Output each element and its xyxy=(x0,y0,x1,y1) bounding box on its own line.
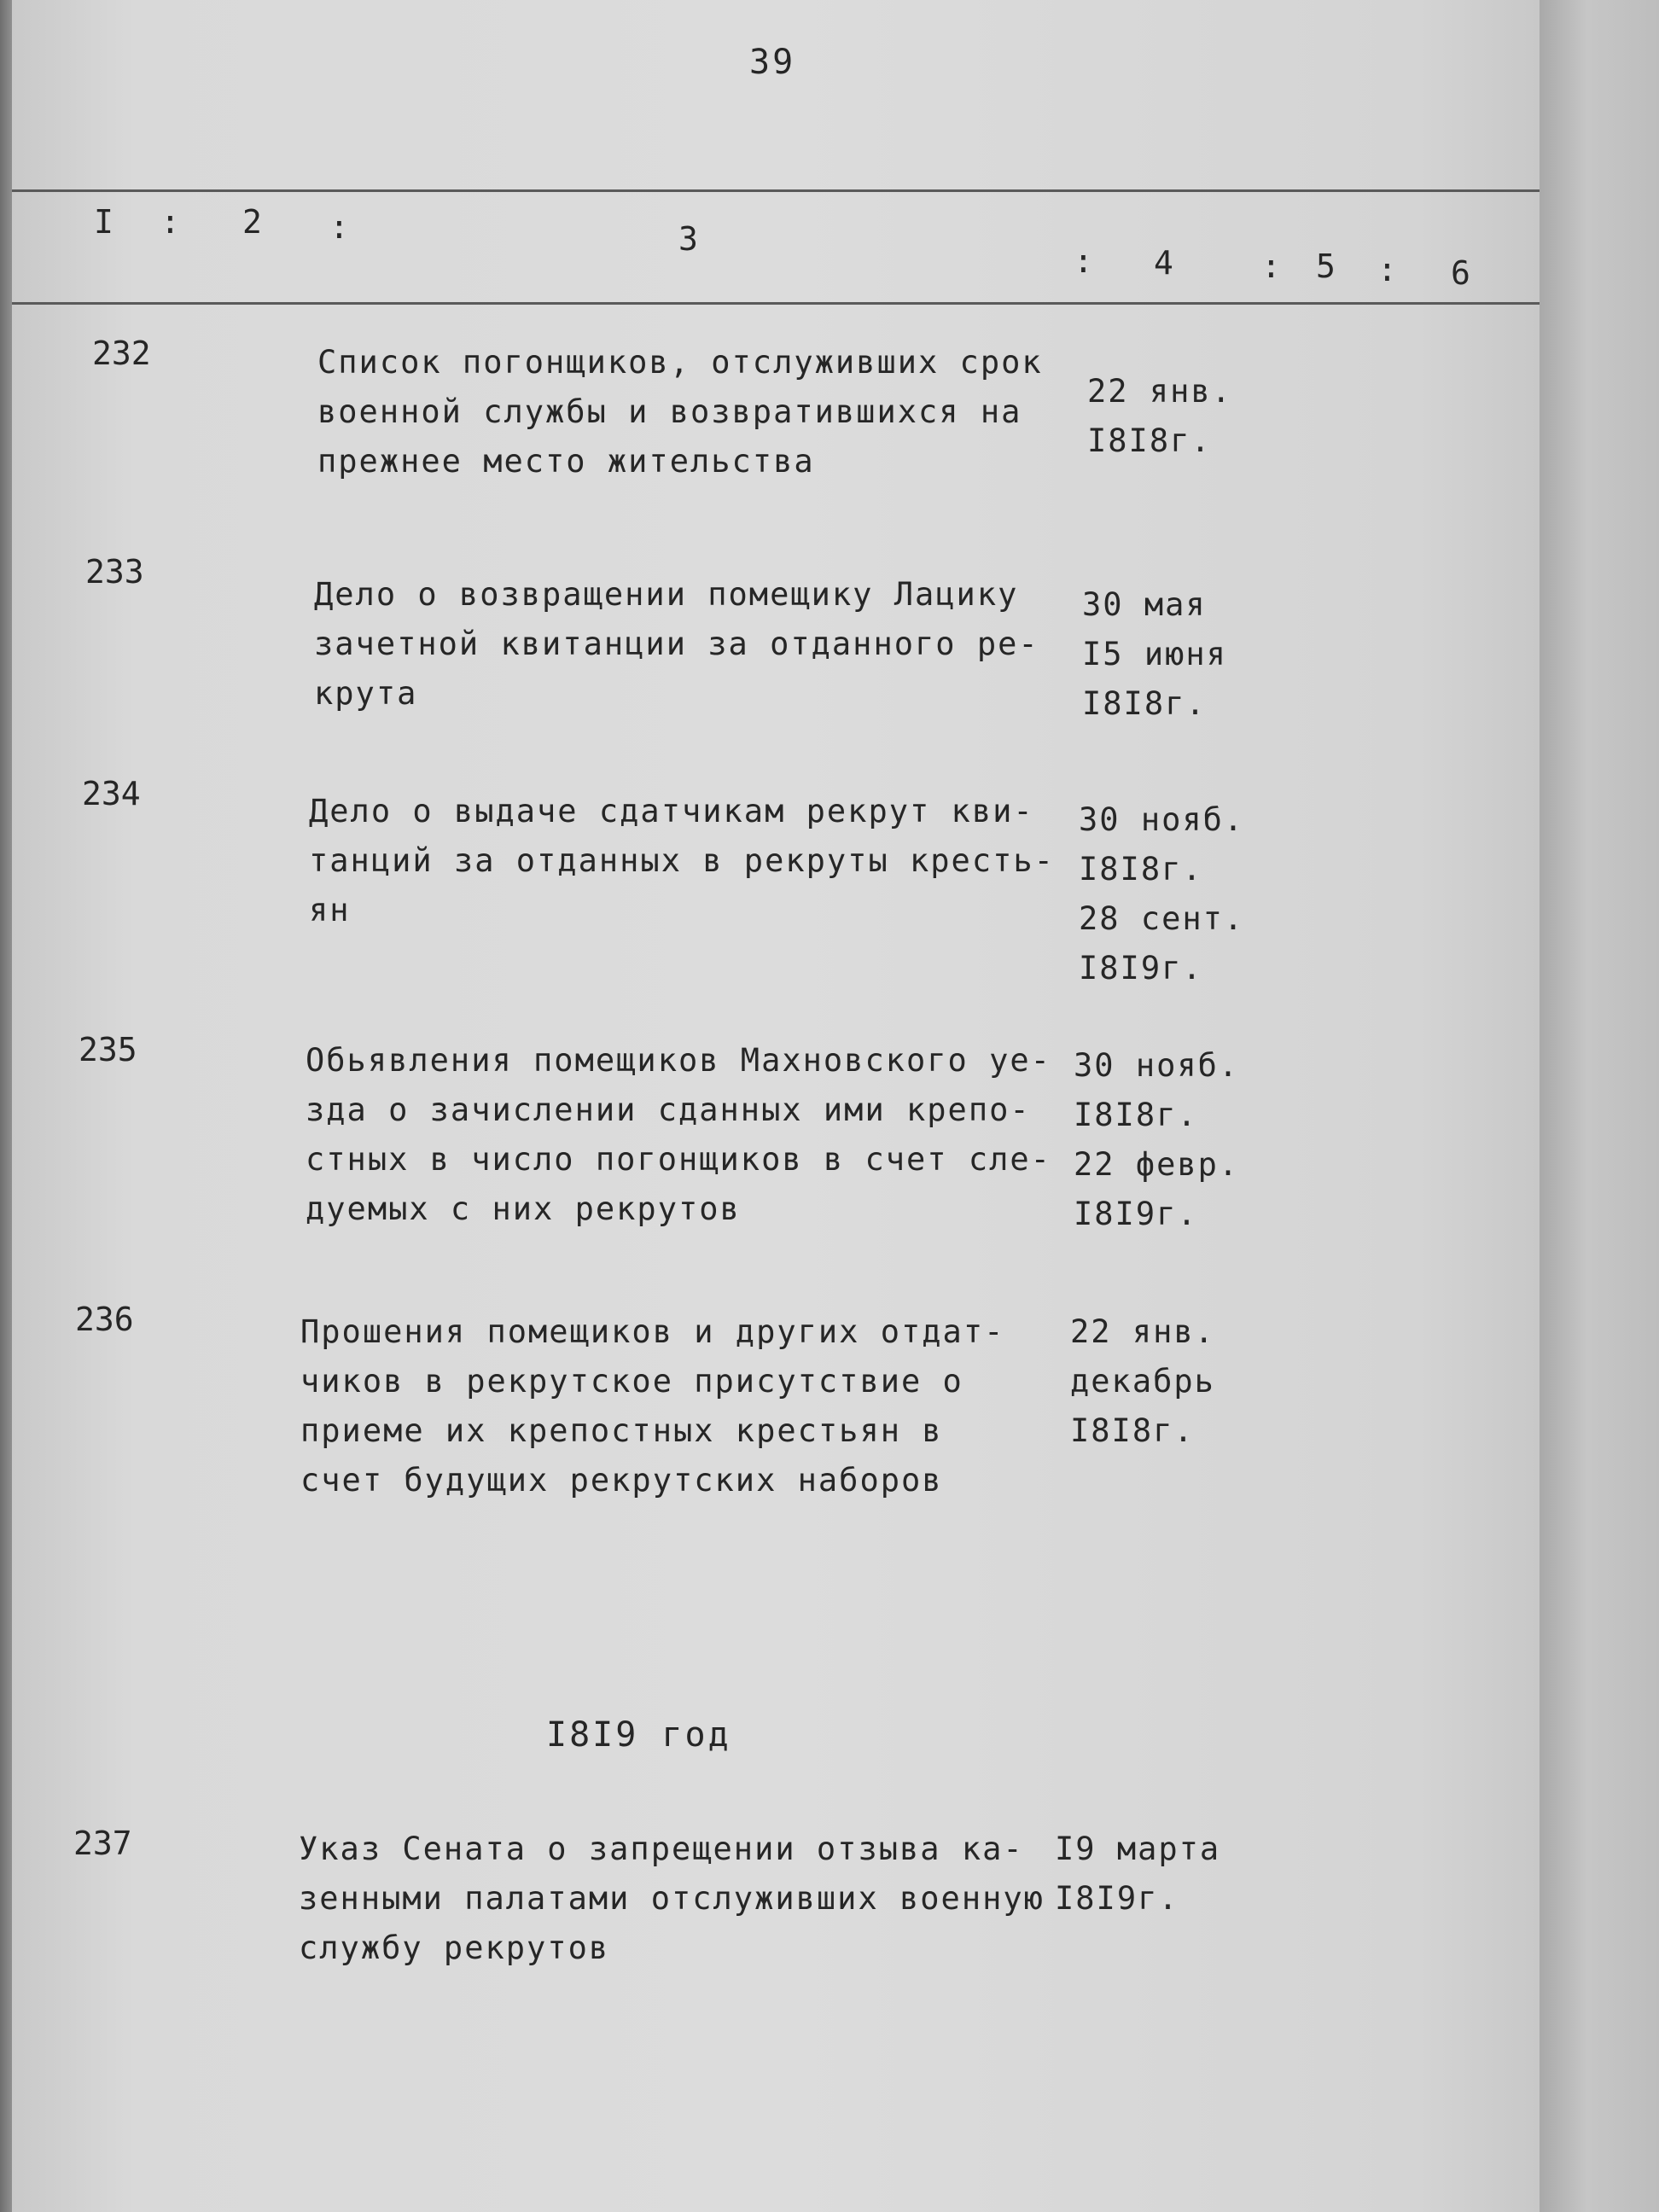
description-line: приеме их крепостных крестьян в xyxy=(300,1412,943,1449)
entry-number: 234 xyxy=(82,775,141,812)
description-line: прежнее место жительства xyxy=(317,443,815,480)
description-line: ян xyxy=(309,892,351,928)
date-line: 22 янв. xyxy=(1087,373,1232,410)
entry-dates xyxy=(1055,1825,1220,1924)
year-heading: I8I9 год xyxy=(546,1715,731,1755)
entry-description xyxy=(306,1036,1074,1234)
page-number: 39 xyxy=(749,43,796,82)
description-line: Дело о возвращении помещику Лацику xyxy=(314,576,1019,613)
description-line: крута xyxy=(314,675,418,712)
column-header-4: 4 xyxy=(1154,244,1176,282)
description-line: Прошения помещиков и других отдат- xyxy=(300,1313,1005,1350)
date-line: I8I8г. xyxy=(1082,685,1207,722)
description-line: танций за отданных в рекруты кресть- xyxy=(309,842,1055,879)
description-line: Список погонщиков, отслуживших срок xyxy=(317,344,1043,381)
column-separator: : xyxy=(160,203,183,241)
description-line: чиков в рекрутское присутствие о xyxy=(300,1363,963,1400)
column-header-5: 5 xyxy=(1316,247,1338,285)
entry-description xyxy=(299,1825,1067,1973)
column-separator: : xyxy=(1074,242,1096,280)
date-line: I8I8г. xyxy=(1070,1412,1195,1449)
description-line: зенными палатами отслуживших военную xyxy=(299,1880,1045,1917)
description-line: Указ Сената о запрещении отзыва ка- xyxy=(299,1831,1024,1867)
date-line: декабрь xyxy=(1070,1363,1215,1400)
entry-number: 235 xyxy=(79,1031,137,1068)
entry-dates xyxy=(1074,1041,1239,1239)
date-line: 22 февр. xyxy=(1074,1146,1240,1183)
description-line: зда о зачислении сданных ими крепо- xyxy=(306,1091,1031,1128)
date-line: I5 июня xyxy=(1082,636,1227,672)
column-separator: : xyxy=(329,208,352,246)
header-rule-top xyxy=(12,189,1540,192)
entry-description xyxy=(309,787,1077,935)
column-header-1: I xyxy=(94,203,116,241)
header-rule-bottom xyxy=(12,302,1540,305)
scan-right-margin xyxy=(1540,0,1659,2212)
date-line: I8I8г. xyxy=(1074,1097,1198,1133)
description-line: службу рекрутов xyxy=(299,1930,610,1966)
date-line: I8I8г. xyxy=(1079,851,1203,888)
date-line: 22 янв. xyxy=(1070,1313,1215,1350)
date-line: 30 мая xyxy=(1082,586,1207,623)
entry-description xyxy=(317,338,1086,486)
entry-dates xyxy=(1087,367,1232,466)
description-line: зачетной квитанции за отданного ре- xyxy=(314,626,1039,662)
description-line: стных в число погонщиков в счет сле- xyxy=(306,1141,1051,1178)
description-line: счет будущих рекрутских наборов xyxy=(300,1462,943,1499)
entry-dates xyxy=(1079,795,1244,993)
entry-dates xyxy=(1070,1307,1215,1456)
date-line: I9 марта xyxy=(1055,1831,1221,1867)
date-line: 28 сент. xyxy=(1079,900,1245,937)
entry-number: 236 xyxy=(75,1301,134,1338)
column-separator: : xyxy=(1377,251,1400,288)
date-line: 30 нояб. xyxy=(1074,1047,1240,1084)
description-line: дуемых с них рекрутов xyxy=(306,1190,741,1227)
date-line: I8I9г. xyxy=(1074,1196,1198,1232)
description-line: Обьявления помещиков Махновского уе- xyxy=(306,1042,1051,1079)
entry-description xyxy=(314,570,1082,719)
entry-number: 233 xyxy=(85,553,144,591)
column-separator: : xyxy=(1261,247,1284,285)
column-header-6: 6 xyxy=(1451,254,1473,292)
entry-number: 237 xyxy=(73,1825,132,1862)
description-line: военной службы и возвратившихся на xyxy=(317,393,1022,430)
column-header-2: 2 xyxy=(242,203,265,241)
entry-description xyxy=(300,1307,1068,1505)
column-header-3: 3 xyxy=(678,220,701,258)
description-line: Дело о выдаче сдатчикам рекрут кви- xyxy=(309,793,1034,830)
date-line: I8I9г. xyxy=(1079,950,1203,987)
date-line: I8I8г. xyxy=(1087,422,1212,459)
date-line: I8I9г. xyxy=(1055,1880,1179,1917)
entry-number: 232 xyxy=(92,335,151,372)
entry-dates xyxy=(1082,580,1227,729)
date-line: 30 нояб. xyxy=(1079,801,1245,838)
